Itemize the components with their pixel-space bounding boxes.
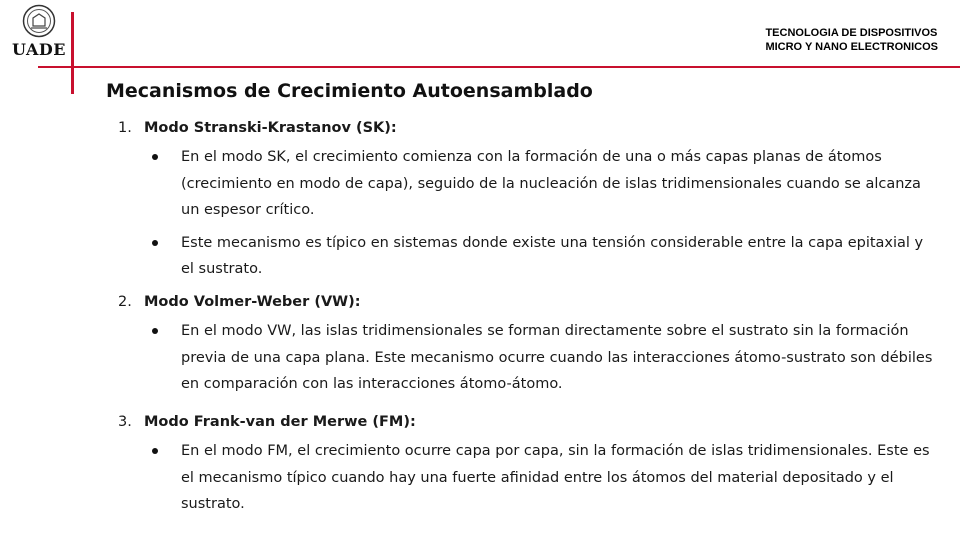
mode-number: 2.: [118, 294, 132, 310]
logo-text: UADE: [12, 40, 66, 59]
list-item: En el modo FM, el crecimiento ocurre capa por capa, sin la formación de islas tridimensionales. Este es el mecanismo típico cuando hay una fuerte afinidad entre los átomos del material depositado y el sustrato.: [118, 438, 938, 518]
mode-item-sk: [118, 118, 938, 283]
bullet-list: [118, 438, 938, 518]
list-item: Este mecanismo es típico en sistemas donde existe una tensión considerable entre la capa epitaxial y el sustrato.: [118, 230, 938, 283]
slide-content: [118, 118, 938, 512]
mode-heading: [118, 412, 938, 432]
mode-item-fm: [118, 412, 938, 518]
university-seal-icon: [22, 4, 56, 38]
mode-heading: [118, 118, 938, 138]
course-name: [765, 26, 938, 54]
mode-heading-text: Modo Volmer-Weber (VW):: [144, 294, 361, 310]
mode-number: 3.: [118, 414, 132, 430]
header-horizontal-rule: [38, 66, 960, 68]
slide-title: Mecanismos de Crecimiento Autoensamblado: [106, 80, 593, 102]
mode-heading: [118, 292, 938, 312]
list-item: En el modo SK, el crecimiento comienza con la formación de una o más capas planas de átomos (crecimiento en modo de capa), seguido de la nucleación de islas tridimensionales cuando se alcanza un espesor crítico.: [118, 144, 938, 224]
header-vertical-rule: [71, 12, 74, 94]
bullet-list: [118, 318, 938, 398]
uade-logo: [8, 4, 70, 62]
mode-item-vw: [118, 292, 938, 398]
mode-heading-text: Modo Stranski-Krastanov (SK):: [144, 120, 397, 136]
bullet-list: [118, 144, 938, 283]
course-name-line-2: MICRO Y NANO ELECTRONICOS: [765, 41, 938, 53]
list-item: En el modo VW, las islas tridimensionales se forman directamente sobre el sustrato sin la formación previa de una capa plana. Este mecanismo ocurre cuando las interacciones átomo-sustrato son débiles en comparación con las interacciones átomo-átomo.: [118, 318, 938, 398]
mode-number: 1.: [118, 120, 132, 136]
mode-heading-text: Modo Frank-van der Merwe (FM):: [144, 414, 416, 430]
course-name-line-1: TECNOLOGIA DE DISPOSITIVOS: [765, 27, 938, 39]
